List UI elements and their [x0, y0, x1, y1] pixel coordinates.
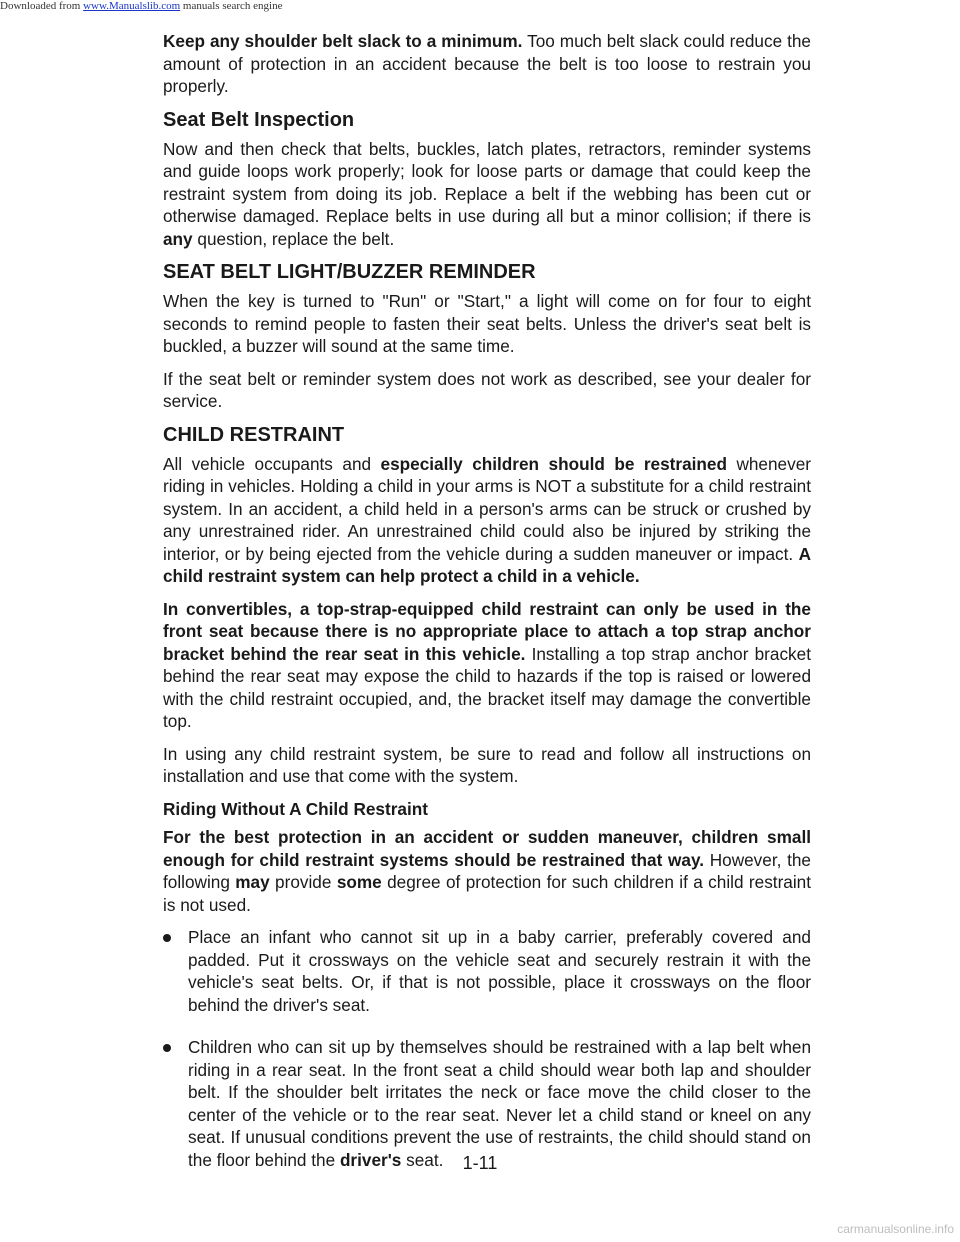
bullet-icon: [163, 1044, 171, 1052]
riding-text-c: degree of protection for such children if a child restraint is not used.: [163, 872, 812, 915]
child-p2-bold: In convertibles, a top-strap-equipped child restraint can only be used in the front seat because there is no appropriate place to attach a top strap anchor bracket behind the rear seat in this vehicle.: [163, 598, 811, 664]
bullet-2-text-b: seat.: [401, 1149, 444, 1170]
reminder-paragraph-2: If the seat belt or reminder system does not work as described, see your dealer for service.: [163, 368, 811, 411]
intro-bold: Keep any shoulder belt slack to a minimum.: [163, 31, 523, 51]
riding-may: may: [235, 872, 270, 892]
child-restraint-heading: CHILD RESTRAINT: [163, 423, 345, 446]
child-paragraph-2: [163, 598, 811, 733]
bullet-2-text-a: Children who can sit up by themselves should be restrained with a lap belt when riding in a rear seat. In the front seat a child should wear both lap and shoulder belt. If the shoulder belt irritates the neck or face move the child closer to the center of the vehicle or to the rear seat. Never let a child stand or kneel on any seat. If unusual conditions prevent the use of restraints, the child should stand on the floor behind the: [188, 1037, 811, 1170]
riding-some: some: [336, 872, 382, 892]
inspection-heading: Seat Belt Inspection: [163, 108, 355, 131]
page-number: 1-11: [462, 1153, 498, 1173]
riding-without-heading: Riding Without A Child Restraint: [163, 798, 428, 819]
footer-watermark: carmanualsonline.info: [837, 1222, 954, 1236]
riding-paragraph: [163, 826, 811, 916]
intro-paragraph: [163, 30, 811, 98]
riding-text-b: provide: [269, 872, 337, 892]
child-paragraph-1: [163, 453, 811, 588]
riding-text-a: However, the following: [163, 849, 811, 892]
reminder-heading: SEAT BELT LIGHT/BUZZER REMINDER: [163, 261, 536, 283]
child-p1-bold-2: A child restraint system can help protect a child in a vehicle.: [163, 543, 811, 586]
inspection-paragraph: [163, 138, 811, 251]
child-p1-text-a: All vehicle occupants and: [163, 453, 381, 474]
intro-text: Too much belt slack could reduce the amount of protection in an accident because the belt is too loose to restrain you properly.: [163, 31, 811, 96]
manualslib-link[interactable]: www.Manualslib.com: [83, 0, 181, 12]
reminder-paragraph-1: When the key is turned to "Run" or "Start," a light will come on for four to eight seconds to remind people to fasten their seat belts. Unless the driver's seat belt is buckled, a buzzer will sound at the same time.: [163, 291, 811, 356]
bullet-2-bold: driver's: [339, 1149, 402, 1170]
bullet-1-text: Place an infant who cannot sit up in a baby carrier, preferably covered and padded. Put it crossways on the vehicle seat and securely restrain it with the vehicle's seat belts. Or, if that is not possible, place it crossways on the floor behind the driver's seat.: [188, 927, 811, 1015]
bullet-list: [163, 926, 811, 1171]
download-source-bar: [0, 0, 282, 12]
inspection-text-2: question, replace the belt.: [192, 228, 395, 249]
list-item: [163, 1036, 811, 1171]
bullet-icon: [163, 934, 171, 942]
riding-bold: For the best protection in an accident or sudden maneuver, children small enough for child restraint systems should be restrained that way.: [163, 827, 811, 870]
source-prefix: Downloaded from: [0, 0, 84, 12]
list-item: [163, 926, 811, 1016]
page-content: [163, 30, 811, 1191]
inspection-bold: any: [163, 228, 193, 249]
child-p1-bold-1: especially children should be restrained: [380, 453, 727, 474]
child-p1-text-b: whenever riding in vehicles. Holding a child in your arms is NOT a substitute for a child restraint system. In an accident, a child held in a person's arms can be struck or crushed by any unrestrained rider. An unrestrained child could also be injured by striking the interior, or by being ejected from the vehicle during a sudden maneuver or impact.: [163, 453, 811, 564]
inspection-text-1: Now and then check that belts, buckles, latch plates, retractors, reminder systems and guide loops work properly; look for loose parts or damage that could keep the restraint system from doing its job. Replace a belt if the webbing has been cut or otherwise damaged. Replace belts in use during all but a minor collision; if there is: [163, 138, 811, 226]
child-p2-text: Installing a top strap anchor bracket behind the rear seat may expose the child to hazards if the top is raised or lowered with the child restraint occupied, and, the bracket itself may damage the convertible top.: [163, 643, 811, 731]
source-suffix: manuals search engine: [180, 0, 283, 12]
child-paragraph-3: In using any child restraint system, be sure to read and follow all instructions on installation and use that come with the system.: [163, 743, 811, 786]
